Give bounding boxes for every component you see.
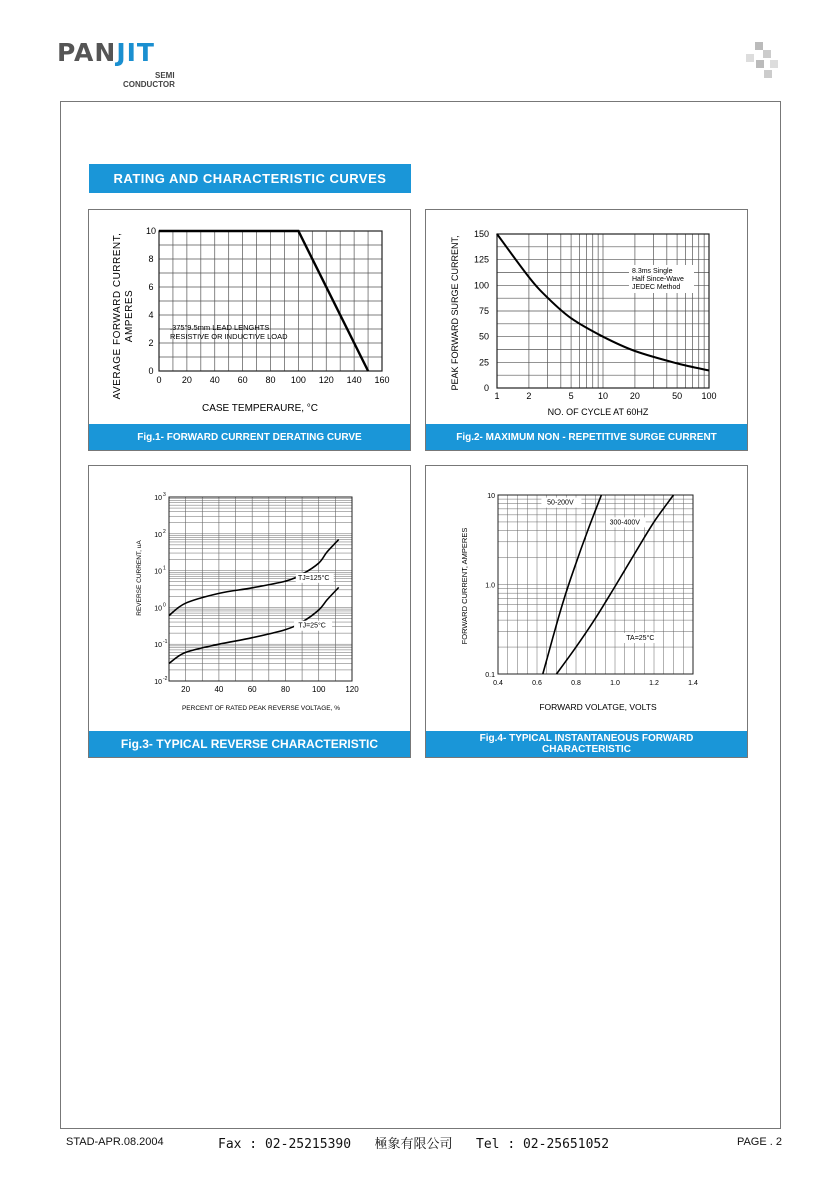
fig1-x-tick: 0 <box>156 375 162 385</box>
fig1-x-tick: 80 <box>265 375 276 385</box>
fig4-x-tick: 0.4 <box>493 680 503 687</box>
fig4-y-tick: 1.0 <box>485 582 495 590</box>
fig2-chart <box>426 210 747 424</box>
fig3-chart <box>89 466 410 728</box>
fig1-y-tick: 6 <box>148 282 154 292</box>
fig4-ylabel: FORWARD CURRENT, AMPERES <box>460 527 469 645</box>
fig3-y-tick: 10 <box>154 642 162 650</box>
fig3-ylabel: REVERSE CURRENT, uA <box>136 540 143 616</box>
fig1-chart <box>89 210 410 424</box>
fig4-panel <box>425 465 748 758</box>
fig2-annotation-line3: JEDEC Method <box>632 284 681 291</box>
logo-jit: JIT <box>116 38 155 67</box>
fig4-x-tick: 1.4 <box>688 680 698 687</box>
fig4-caption <box>426 731 747 757</box>
fig3-plot-frame <box>169 497 352 681</box>
fig4-chart <box>426 466 747 728</box>
fig4-series-1-label: 50-200V <box>547 499 574 507</box>
fig2-annotation-line1: 8.3ms Single <box>632 268 673 275</box>
fig3-y-tick: 10 <box>154 568 162 576</box>
fig4-caption-line2: CHARACTERISTIC <box>542 744 631 755</box>
fig1-x-tick: 100 <box>290 375 306 385</box>
fig2-caption: Fig.2- MAXIMUM NON - REPETITIVE SURGE CURRENT <box>426 424 747 450</box>
fig3-y-tick-exp: 1 <box>163 565 166 572</box>
fig2-xlabel: NO. OF CYCLE AT 60HZ <box>547 407 649 417</box>
fig1-x-tick: 40 <box>209 375 220 385</box>
fig1-y-tick: 4 <box>148 310 154 320</box>
fig3-y-tick-exp: 2 <box>163 528 166 535</box>
fig4-x-tick: 1.2 <box>649 680 659 687</box>
fig2-x-tick: 1 <box>494 391 500 401</box>
fig3-x-tick: 120 <box>345 685 359 694</box>
fig2-panel <box>425 209 748 451</box>
fig1-ylabel-line2: AMPERES <box>124 289 135 343</box>
fig2-y-tick: 100 <box>473 280 489 291</box>
fig1-annotation-line1: .375"9.5mm LEAD LENGHTS <box>170 323 270 332</box>
logo-conductor: CONDUCTOR <box>123 80 175 89</box>
fig2-y-tick: 0 <box>483 383 489 393</box>
fig2-x-tick: 50 <box>672 391 683 401</box>
fig1-x-tick: 140 <box>346 375 362 385</box>
footer-page: PAGE . 2 <box>736 1136 782 1148</box>
fig3-caption: Fig.3- TYPICAL REVERSE CHARACTERISTIC <box>89 731 410 757</box>
fig1-y-tick: 8 <box>148 254 154 264</box>
fig2-x-tick: 2 <box>526 391 532 401</box>
fig3-y-tick: 10 <box>154 679 162 686</box>
fig4-ta-label: TA=25°C <box>626 634 655 642</box>
fig3-x-tick: 20 <box>181 685 191 694</box>
fig4-x-tick: 0.8 <box>571 680 581 687</box>
fig4-y-tick: 10 <box>487 493 495 500</box>
fig4-x-tick: 0.6 <box>532 680 542 687</box>
fig3-xlabel: PERCENT OF RATED PEAK REVERSE VOLTAGE, % <box>181 705 341 712</box>
fig1-y-tick: 10 <box>145 226 157 236</box>
fig1-ylabel-line1: AVERAGE FORWARD CURRENT, <box>112 232 123 400</box>
fig2-y-tick: 125 <box>473 254 489 265</box>
fig3-y-tick: 10 <box>154 605 162 613</box>
fig3-x-tick: 60 <box>247 685 257 694</box>
fig2-y-tick: 75 <box>478 306 489 316</box>
fig4-x-tick: 1.0 <box>610 680 620 687</box>
company-logo <box>57 38 197 90</box>
fig2-x-tick: 5 <box>568 391 574 401</box>
fig2-x-tick: 20 <box>629 391 640 401</box>
fig3-y-tick-exp: -1 <box>163 639 168 646</box>
fig1-x-tick: 20 <box>181 375 192 385</box>
fig4-caption-line1: Fig.4- TYPICAL INSTANTANEOUS FORWARD <box>479 733 694 744</box>
fig3-x-tick: 100 <box>312 685 326 694</box>
fig3-x-tick: 40 <box>214 685 224 694</box>
section-title: RATING AND CHARACTERISTIC CURVES <box>89 164 411 193</box>
fig2-y-tick: 25 <box>478 357 489 368</box>
fig3-y-tick: 10 <box>154 531 162 539</box>
fig3-y-tick-exp: 3 <box>163 492 166 498</box>
fig2-y-tick: 150 <box>473 229 489 239</box>
fig1-y-tick: 2 <box>148 338 154 348</box>
fig4-series-2-label: 300-400V <box>609 519 640 527</box>
fig3-x-tick: 80 <box>281 685 290 694</box>
fig3-y-tick-exp: 0 <box>163 602 166 609</box>
decorative-squares-icon <box>742 42 780 80</box>
fig1-caption: Fig.1- FORWARD CURRENT DERATING CURVE <box>89 424 410 450</box>
fig1-annotation-line2: RESISTIVE OR INDUCTIVE LOAD <box>170 332 288 341</box>
fig1-y-tick: 0 <box>148 366 154 376</box>
logo-pan: PAN <box>57 38 117 67</box>
fig3-series-1-label: TJ=125°C <box>298 574 330 582</box>
fig2-annotation-line2: Half Since-Wave <box>632 276 684 283</box>
fig1-x-tick: 160 <box>374 375 390 385</box>
fig1-x-tick: 60 <box>237 375 248 385</box>
fig2-y-tick: 50 <box>478 331 489 342</box>
fig1-panel <box>88 209 411 451</box>
fig2-ylabel: PEAK FORWARD SURGE CURRENT, <box>450 235 460 391</box>
logo-wordmark <box>57 38 155 67</box>
fig2-x-tick: 10 <box>597 391 609 401</box>
fig2-x-tick: 100 <box>701 391 717 401</box>
fig3-y-tick-exp: -2 <box>163 676 168 682</box>
fig4-y-tick: 0.1 <box>485 672 495 679</box>
fig4-xlabel: FORWARD VOLATGE, VOLTS <box>539 702 657 712</box>
fig3-y-tick: 10 <box>154 495 162 502</box>
fig1-xlabel: CASE TEMPERAURE, °C <box>201 403 319 414</box>
footer-contact: Fax : 02-25215390 極象有限公司 Tel : 02-25651052 <box>218 1137 610 1152</box>
logo-semi: SEMI <box>155 71 175 80</box>
fig3-series-2-label: TJ=25°C <box>298 622 326 630</box>
footer-doc-code: STAD-APR.08.2004 <box>66 1136 164 1148</box>
fig1-x-tick: 120 <box>318 375 334 385</box>
fig3-panel <box>88 465 411 758</box>
